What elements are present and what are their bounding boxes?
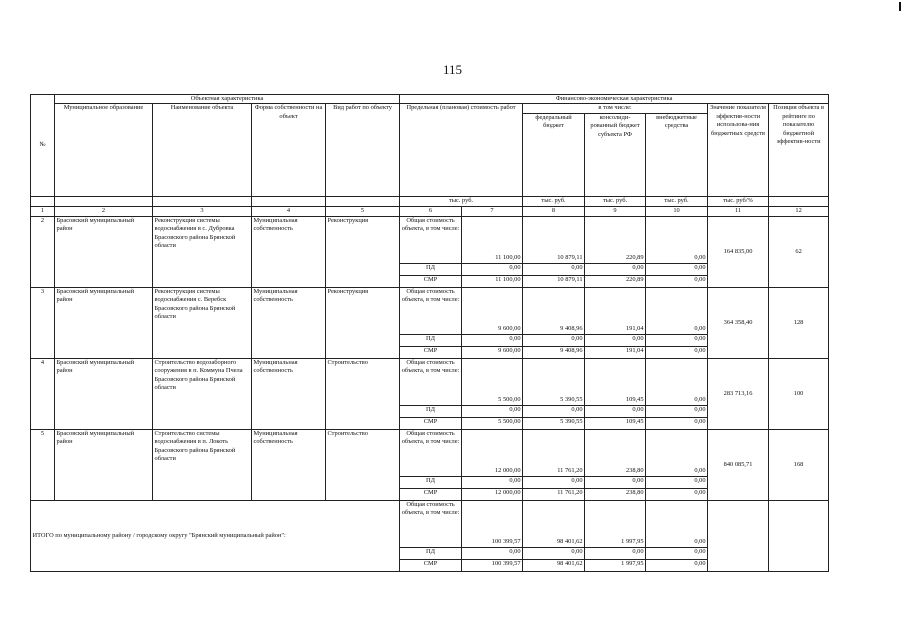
cost-total: 100 399,57 (462, 500, 523, 547)
cost-federal: 9 408,96 (523, 287, 585, 334)
cost-total: 12 000,00 (462, 488, 523, 500)
row-work-type: Реконструкция (326, 287, 400, 358)
cost-total: 5 500,00 (462, 358, 523, 405)
cost-consolidated: 109,45 (585, 417, 646, 429)
cost-federal: 0,00 (523, 263, 585, 275)
cost-federal: 5 390,55 (523, 358, 585, 405)
label-smr: СМР (400, 559, 462, 571)
header-ownership: Форма собственности на объект (252, 104, 326, 196)
label-pd: ПД (400, 334, 462, 346)
label-total-cost: Общая стоимость объекта, в том числе: (400, 500, 462, 547)
row-ownership: Муниципальная собственность (252, 358, 326, 429)
cost-consolidated: 220,89 (585, 275, 646, 287)
cost-federal: 0,00 (523, 547, 585, 559)
cost-consolidated: 0,00 (585, 547, 646, 559)
cost-total: 100 399,57 (462, 559, 523, 571)
header-municipality: Муниципальное образование (55, 104, 153, 196)
column-number: 1 (31, 206, 55, 216)
cost-total: 0,00 (462, 263, 523, 275)
row-object-name: Реконструкция системы водоснабжения в с. Дубровка Брасовского района Брянской области (153, 216, 252, 287)
label-smr: СМР (400, 417, 462, 429)
header-including: в том числе: (523, 104, 708, 113)
cost-federal: 11 761,20 (523, 488, 585, 500)
row-object-name: Строительство системы водоснабжения в п. Локоть Брасовского района Брянской области (153, 429, 252, 500)
cost-total: 0,00 (462, 547, 523, 559)
cost-extrabudget: 0,00 (646, 287, 708, 334)
investment-objects-table (30, 94, 829, 572)
row-ownership: Муниципальная собственность (252, 287, 326, 358)
cost-extrabudget: 0,00 (646, 405, 708, 417)
cost-total: 0,00 (462, 405, 523, 417)
cost-extrabudget: 0,00 (646, 263, 708, 275)
row-rank: 168 (769, 429, 829, 500)
row-rank: 100 (769, 358, 829, 429)
row-work-type: Реконструкция (326, 216, 400, 287)
row-number: 4 (31, 358, 55, 429)
cost-total: 5 500,00 (462, 417, 523, 429)
table-row (31, 358, 829, 405)
cost-extrabudget: 0,00 (646, 216, 708, 263)
cost-federal: 98 401,62 (523, 500, 585, 547)
cost-consolidated: 238,80 (585, 488, 646, 500)
unit-extrabudget: тыс. руб. (646, 196, 708, 206)
label-total-cost: Общая стоимость объекта, в том числе: (400, 287, 462, 334)
cost-extrabudget: 0,00 (646, 559, 708, 571)
cost-total: 11 100,00 (462, 275, 523, 287)
cost-consolidated: 238,80 (585, 429, 646, 476)
totals-row (31, 500, 829, 547)
cost-consolidated: 1 997,95 (585, 559, 646, 571)
row-efficiency: 283 713,16 (708, 358, 769, 429)
row-efficiency: 164 835,00 (708, 216, 769, 287)
cost-extrabudget: 0,00 (646, 334, 708, 346)
label-pd: ПД (400, 547, 462, 559)
cost-consolidated: 0,00 (585, 263, 646, 275)
label-pd: ПД (400, 263, 462, 275)
row-rank: 128 (769, 287, 829, 358)
row-number: 2 (31, 216, 55, 287)
cost-federal: 98 401,62 (523, 559, 585, 571)
header-planned-cost: Предельная (плановая) стоимость работ (400, 104, 523, 196)
cost-extrabudget: 0,00 (646, 358, 708, 405)
row-ownership: Муниципальная собственность (252, 216, 326, 287)
header-object-group: Объектная характеристика (55, 95, 400, 104)
table-row (31, 287, 829, 334)
label-smr: СМР (400, 275, 462, 287)
cost-consolidated: 220,89 (585, 216, 646, 263)
cost-total: 11 100,00 (462, 216, 523, 263)
row-work-type: Строительство (326, 358, 400, 429)
header-rank-position: Позиция объекта в рейтинге по показателю бюджетной эффектив-ности (769, 104, 829, 196)
cost-federal: 0,00 (523, 334, 585, 346)
row-object-name: Реконструкция системы водоснабжения с. Веребск Брасовского района Брянской области (153, 287, 252, 358)
header-extrabudget: внебюджетные средства (646, 113, 708, 196)
column-number: 3 (153, 206, 252, 216)
row-rank: 62 (769, 216, 829, 287)
column-numbers-row (31, 206, 829, 216)
cost-extrabudget: 0,00 (646, 476, 708, 488)
cost-consolidated: 109,45 (585, 358, 646, 405)
unit-federal: тыс. руб. (523, 196, 585, 206)
cost-extrabudget: 0,00 (646, 488, 708, 500)
row-municipality: Брасовский муниципальный район (55, 429, 153, 500)
cost-federal: 11 761,20 (523, 429, 585, 476)
header-row-groups (31, 95, 829, 104)
row-efficiency: 364 358,40 (708, 287, 769, 358)
cost-federal: 10 879,11 (523, 216, 585, 263)
cost-extrabudget: 0,00 (646, 429, 708, 476)
cost-federal: 0,00 (523, 476, 585, 488)
cost-consolidated: 191,04 (585, 287, 646, 334)
cost-extrabudget: 0,00 (646, 500, 708, 547)
table-row (31, 429, 829, 476)
cost-federal: 10 879,11 (523, 275, 585, 287)
column-number: 7 (462, 206, 523, 216)
cost-extrabudget: 0,00 (646, 547, 708, 559)
row-municipality: Брасовский муниципальный район (55, 216, 153, 287)
cost-consolidated: 0,00 (585, 334, 646, 346)
cost-federal: 9 408,96 (523, 346, 585, 358)
header-number: № (31, 95, 55, 197)
row-efficiency: 840 085,71 (708, 429, 769, 500)
header-consolidated-budget: консолиди-рованный бюджет субъекта РФ (585, 113, 646, 196)
cost-consolidated: 191,04 (585, 346, 646, 358)
scan-edge-mark (899, 2, 901, 11)
cost-consolidated: 1 997,95 (585, 500, 646, 547)
label-pd: ПД (400, 405, 462, 417)
cost-consolidated: 0,00 (585, 476, 646, 488)
header-object-name: Наименование объекта (153, 104, 252, 196)
column-number: 8 (523, 206, 585, 216)
column-number: 10 (646, 206, 708, 216)
table-row (31, 216, 829, 263)
row-number: 3 (31, 287, 55, 358)
unit-efficiency: тыс. руб/% (708, 196, 769, 206)
label-total-cost: Общая стоимость объекта, в том числе: (400, 216, 462, 263)
cost-federal: 5 390,55 (523, 417, 585, 429)
header-work-type: Вид работ по объекту (326, 104, 400, 196)
label-smr: СМР (400, 346, 462, 358)
header-efficiency: Значение показателя эффектив-ности использова-ния бюджетных средств (708, 104, 769, 196)
unit-cost: тыс. руб. (400, 196, 523, 206)
unit-consolidated: тыс. руб. (585, 196, 646, 206)
cost-federal: 0,00 (523, 405, 585, 417)
column-number: 5 (326, 206, 400, 216)
label-total-cost: Общая стоимость объекта, в том числе: (400, 358, 462, 405)
page-number: 115 (442, 62, 463, 77)
column-number: 4 (252, 206, 326, 216)
row-municipality: Брасовский муниципальный район (55, 287, 153, 358)
totals-rank-empty (769, 500, 829, 571)
column-number: 9 (585, 206, 646, 216)
label-pd: ПД (400, 476, 462, 488)
cost-total: 0,00 (462, 476, 523, 488)
column-number: 2 (55, 206, 153, 216)
cost-extrabudget: 0,00 (646, 417, 708, 429)
row-municipality: Брасовский муниципальный район (55, 358, 153, 429)
header-financial-group: Финансово-экономическая характеристика (400, 95, 829, 104)
label-total-cost: Общая стоимость объекта, в том числе: (400, 429, 462, 476)
column-number: 6 (400, 206, 462, 216)
header-row-2 (31, 104, 829, 113)
row-work-type: Строительство (326, 429, 400, 500)
totals-efficiency-empty (708, 500, 769, 571)
column-number: 11 (708, 206, 769, 216)
row-object-name: Строительство водозаборного сооружения в п. Коммуна Пчела Брасовского района Брянской области (153, 358, 252, 429)
totals-label: ИТОГО по муниципальному району / городскому округу "Брянский муниципальный район": (31, 500, 400, 571)
cost-total: 12 000,00 (462, 429, 523, 476)
units-row (31, 196, 829, 206)
cost-total: 9 600,00 (462, 346, 523, 358)
row-number: 5 (31, 429, 55, 500)
cost-total: 0,00 (462, 334, 523, 346)
cost-extrabudget: 0,00 (646, 346, 708, 358)
cost-total: 9 600,00 (462, 287, 523, 334)
label-smr: СМР (400, 488, 462, 500)
cost-consolidated: 0,00 (585, 405, 646, 417)
row-ownership: Муниципальная собственность (252, 429, 326, 500)
cost-extrabudget: 0,00 (646, 275, 708, 287)
column-number: 12 (769, 206, 829, 216)
header-federal-budget: федеральный бюджет (523, 113, 585, 196)
